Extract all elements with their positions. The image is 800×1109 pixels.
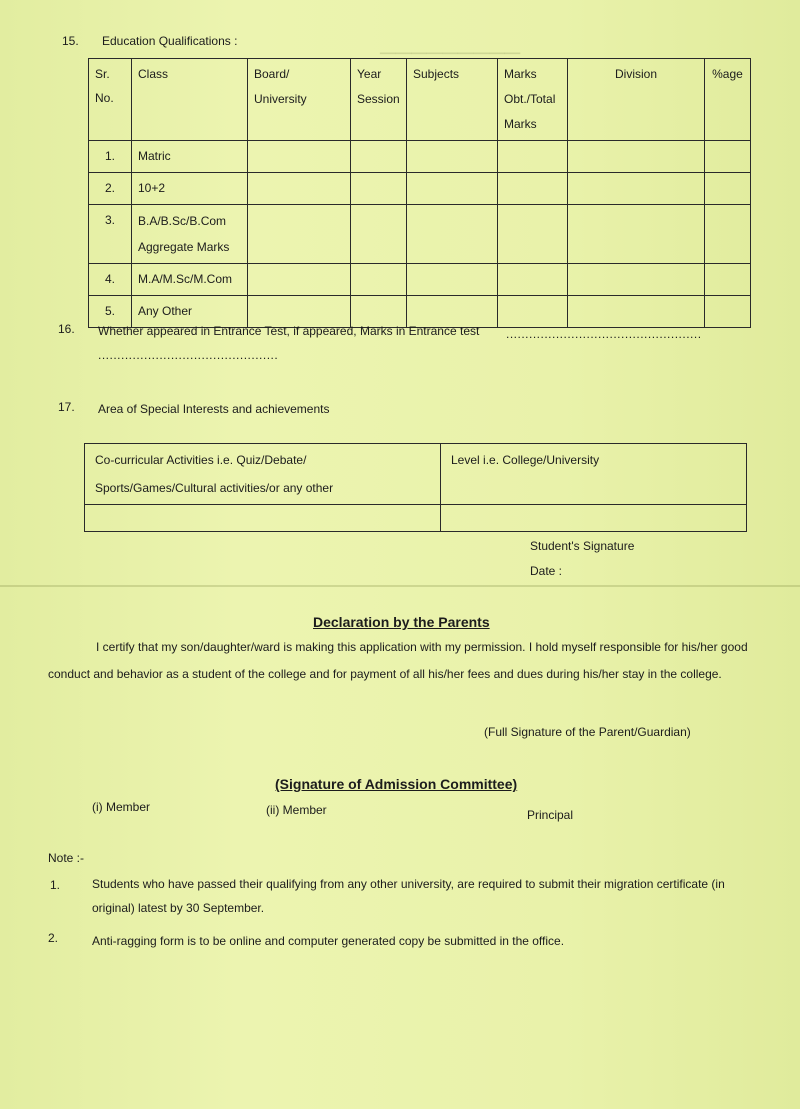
cell-subjects[interactable] xyxy=(407,173,498,205)
cell-year[interactable] xyxy=(351,205,407,264)
header-division: Division xyxy=(568,59,705,141)
header-board: Board/ University xyxy=(248,59,351,141)
section-15-label: Education Qualifications : xyxy=(102,34,238,48)
cell-marks[interactable] xyxy=(498,205,568,264)
paper-fold xyxy=(0,585,800,587)
cell-subjects[interactable] xyxy=(407,296,498,328)
row-class: Matric xyxy=(132,141,248,173)
row-sr: 3. xyxy=(89,205,132,264)
cell-year[interactable] xyxy=(351,173,407,205)
co-curricular-cell[interactable] xyxy=(85,505,441,532)
level-header: Level i.e. College/University xyxy=(441,444,747,505)
row-sr: 1. xyxy=(89,141,132,173)
section-17-label: Area of Special Interests and achievements xyxy=(98,402,330,416)
cell-year[interactable] xyxy=(351,264,407,296)
table-row xyxy=(89,296,751,328)
interests-table xyxy=(84,443,747,532)
note-2-text: Anti-ragging form is to be online and computer generated copy be submitted in the office. xyxy=(92,934,565,948)
interests-header-row xyxy=(85,444,747,505)
cell-division[interactable] xyxy=(568,173,705,205)
principal-label: Principal xyxy=(527,808,574,822)
cell-year[interactable] xyxy=(351,296,407,328)
cell-board[interactable] xyxy=(248,264,351,296)
table-row xyxy=(89,205,751,264)
section-15-number: 15. xyxy=(62,34,79,48)
student-signature-label: Student's Signature xyxy=(530,539,635,553)
note-2-number: 2. xyxy=(48,931,59,945)
cell-division[interactable] xyxy=(568,141,705,173)
cell-marks[interactable] xyxy=(498,173,568,205)
row-sr: 5. xyxy=(89,296,132,328)
cell-division[interactable] xyxy=(568,264,705,296)
header-percentage: %age xyxy=(705,59,751,141)
row-class: M.A/M.Sc/M.Com xyxy=(132,264,248,296)
table-row xyxy=(89,141,751,173)
cell-subjects[interactable] xyxy=(407,264,498,296)
cell-marks[interactable] xyxy=(498,141,568,173)
table-row xyxy=(89,173,751,205)
section-16-label: Whether appeared in Entrance Test, if appeared, Marks in Entrance test xyxy=(98,324,480,338)
cell-division[interactable] xyxy=(568,296,705,328)
member-1-label: (i) Member xyxy=(92,800,151,814)
level-cell[interactable] xyxy=(441,505,747,532)
bleed-through-text: ───────── xyxy=(380,40,521,65)
cell-board[interactable] xyxy=(248,296,351,328)
declaration-title: Declaration by the Parents xyxy=(313,614,490,630)
row-class: Any Other xyxy=(132,296,248,328)
section-16-number: 16. xyxy=(58,322,75,336)
cell-percentage[interactable] xyxy=(705,141,751,173)
declaration-text: I certify that my son/daughter/ward is making this application with my permission. I hold myself responsible for his/her good conduct and behavior as a student of the college and for payment of all his/her fees and dues during his/her stay in the college. xyxy=(48,640,748,681)
cell-percentage[interactable] xyxy=(705,264,751,296)
header-year: Year Session xyxy=(351,59,407,141)
row-class: 10+2 xyxy=(132,173,248,205)
note-1-text: Students who have passed their qualifying from any other university, are required to submit their migration certificate (in original) latest by 30 September. xyxy=(92,877,725,915)
cell-percentage[interactable] xyxy=(705,205,751,264)
header-class: Class xyxy=(132,59,248,141)
cell-board[interactable] xyxy=(248,173,351,205)
header-subjects: Subjects xyxy=(407,59,498,141)
parent-signature-label: (Full Signature of the Parent/Guardian) xyxy=(484,725,691,739)
education-table xyxy=(88,58,751,328)
header-sr-no: Sr. No. xyxy=(89,59,132,141)
entrance-marks-field-continued[interactable]: ............................................... xyxy=(98,348,279,362)
cell-division[interactable] xyxy=(568,205,705,264)
cell-marks[interactable] xyxy=(498,296,568,328)
cell-board[interactable] xyxy=(248,141,351,173)
cell-marks[interactable] xyxy=(498,264,568,296)
header-marks: Marks Obt./Total Marks xyxy=(498,59,568,141)
entrance-marks-field[interactable]: ................................................... xyxy=(506,327,702,341)
committee-title: (Signature of Admission Committee) xyxy=(275,776,518,792)
row-sr: 4. xyxy=(89,264,132,296)
row-class: B.A/B.Sc/B.Com Aggregate Marks xyxy=(132,205,248,264)
note-label: Note :- xyxy=(48,851,85,865)
cell-subjects[interactable] xyxy=(407,205,498,264)
row-sr: 2. xyxy=(89,173,132,205)
cell-year[interactable] xyxy=(351,141,407,173)
table-row xyxy=(89,264,751,296)
member-2-label: (ii) Member xyxy=(266,803,327,817)
date-label: Date : xyxy=(530,564,563,578)
note-1-number: 1. xyxy=(50,878,61,892)
cell-subjects[interactable] xyxy=(407,141,498,173)
cell-percentage[interactable] xyxy=(705,296,751,328)
section-17-number: 17. xyxy=(58,400,75,414)
table-row xyxy=(85,505,747,532)
cell-percentage[interactable] xyxy=(705,173,751,205)
education-table-header xyxy=(89,59,751,141)
co-curricular-header: Co-curricular Activities i.e. Quiz/Debate/ Sports/Games/Cultural activities/or any other xyxy=(85,444,441,505)
cell-board[interactable] xyxy=(248,205,351,264)
